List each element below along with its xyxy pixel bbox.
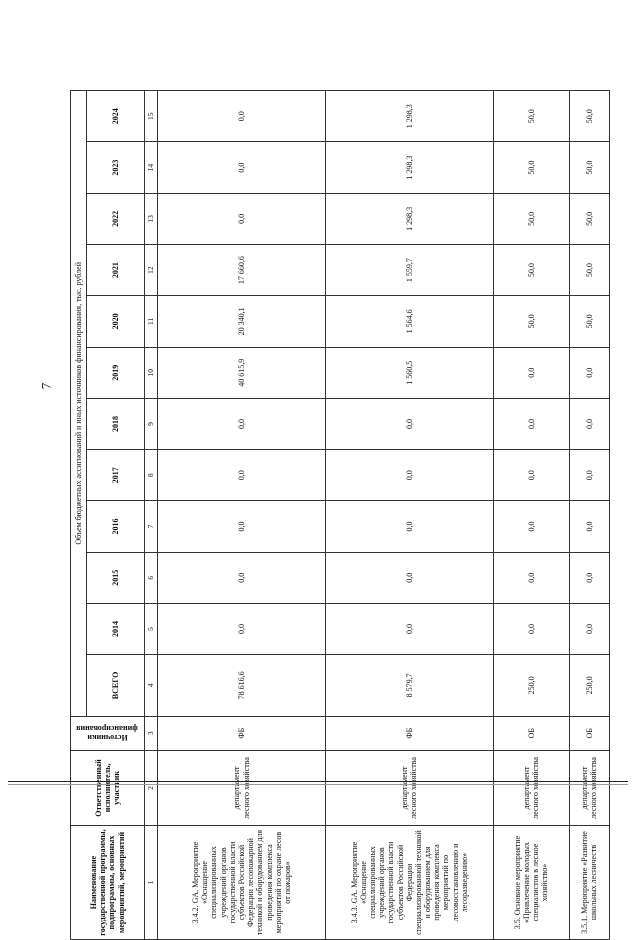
row-source: ФБ — [158, 716, 326, 750]
row-value: 0,0 — [158, 193, 326, 244]
index-cell: 2 — [144, 750, 157, 825]
row-total: 8 579,7 — [325, 655, 493, 717]
header-source-cell — [71, 716, 145, 750]
page-rule — [8, 781, 628, 782]
row-value: 0,0 — [325, 398, 493, 449]
row-value: 50,0 — [569, 193, 609, 244]
header-year: 2015 — [86, 552, 144, 603]
row-value: 0,0 — [158, 603, 326, 654]
row-executor: департамент лесного хозяйства — [569, 750, 609, 825]
row-value: 0,0 — [493, 450, 569, 501]
row-value: 0,0 — [325, 552, 493, 603]
row-value: 0,0 — [569, 552, 609, 603]
row-value: 1 559,7 — [325, 245, 493, 296]
table-row — [325, 91, 493, 940]
row-value: 1 298,3 — [325, 193, 493, 244]
index-cell: 15 — [144, 91, 157, 142]
table-row — [569, 91, 609, 940]
header-name: Наименование государственной программы, подпрограммы, основных мероприятий, мероприятий — [71, 826, 145, 940]
table-row — [493, 91, 569, 940]
row-value: 0,0 — [158, 398, 326, 449]
row-value: 0,0 — [325, 501, 493, 552]
row-value: 50,0 — [493, 245, 569, 296]
row-source: ОБ — [569, 716, 609, 750]
page-rule-secondary — [8, 784, 628, 785]
row-value: 0,0 — [569, 398, 609, 449]
row-name: 3.4.2. GA. Мероприятие «Оснащение специализированных учреждений органов государственной власти субъектов Российской Федерации лесопожарной техникой и оборудованием для проведения комплекса мероприятий по охране лесов от пожаров» — [158, 826, 326, 940]
row-name: 3.4.3. GA. Мероприятие «Оснащение специализированных учреждений органов государственной власти субъектов Российской Федерации специализированной техникой и оборудованием для проведения комплекса мероприятий по лесовосстановлению и лесоразведению» — [325, 826, 493, 940]
index-cell: 11 — [144, 296, 157, 347]
index-cell: 7 — [144, 501, 157, 552]
row-total: 250,0 — [493, 655, 569, 717]
row-value: 0,0 — [569, 450, 609, 501]
row-value: 0,0 — [493, 347, 569, 398]
row-value: 20 340,1 — [158, 296, 326, 347]
header-year: 2018 — [86, 398, 144, 449]
header-executor: Ответственный исполнитель, участник — [71, 750, 145, 825]
table-row — [158, 91, 326, 940]
row-value: 0,0 — [493, 398, 569, 449]
row-value: 50,0 — [493, 193, 569, 244]
row-value: 0,0 — [493, 552, 569, 603]
header-year: 2024 — [86, 91, 144, 142]
row-value: 0,0 — [569, 603, 609, 654]
row-value: 1 560,5 — [325, 347, 493, 398]
rotated-table-wrapper — [70, 90, 610, 940]
row-value: 0,0 — [493, 501, 569, 552]
row-source: ФБ — [325, 716, 493, 750]
header-year: 2023 — [86, 142, 144, 193]
row-total: 78 616,6 — [158, 655, 326, 717]
header-year: 2020 — [86, 296, 144, 347]
row-value: 0,0 — [325, 450, 493, 501]
header-funding: Объем бюджетных ассигнований и иных источников финансирования, тыс. рублей — [71, 91, 87, 717]
financing-table — [70, 90, 610, 940]
row-name: 3.5.1. Мероприятие «Развитие школьных лесничеств — [569, 826, 609, 940]
row-value: 50,0 — [569, 245, 609, 296]
header-source: Источники финансирования — [76, 724, 139, 743]
index-cell: 8 — [144, 450, 157, 501]
header-year: 2017 — [86, 450, 144, 501]
header-year: 2016 — [86, 501, 144, 552]
row-value: 50,0 — [569, 91, 609, 142]
index-cell: 4 — [144, 655, 157, 717]
header-year: 2021 — [86, 245, 144, 296]
row-value: 50,0 — [569, 142, 609, 193]
row-value: 0,0 — [158, 501, 326, 552]
row-value: 17 660,6 — [158, 245, 326, 296]
index-cell: 6 — [144, 552, 157, 603]
header-year: 2019 — [86, 347, 144, 398]
row-name: 3.5. Основное мероприятие «Привлечение молодых специалистов в лесное хозяйство» — [493, 826, 569, 940]
header-total: ВСЕГО — [86, 655, 144, 717]
index-cell: 13 — [144, 193, 157, 244]
row-executor: департамент лесного хозяйства — [325, 750, 493, 825]
row-value: 0,0 — [158, 91, 326, 142]
row-value: 0,0 — [158, 142, 326, 193]
row-executor: департамент лесного хозяйства — [493, 750, 569, 825]
row-value: 1 298,3 — [325, 91, 493, 142]
header-year: 2014 — [86, 603, 144, 654]
row-value: 50,0 — [493, 91, 569, 142]
index-cell: 10 — [144, 347, 157, 398]
row-value: 1 298,3 — [325, 142, 493, 193]
index-cell: 14 — [144, 142, 157, 193]
row-value: 0,0 — [493, 603, 569, 654]
row-executor: департамент лесного хозяйства — [158, 750, 326, 825]
row-value: 50,0 — [493, 142, 569, 193]
row-value: 1 564,6 — [325, 296, 493, 347]
index-cell: 12 — [144, 245, 157, 296]
row-value: 0,0 — [158, 552, 326, 603]
row-value: 40 615,9 — [158, 347, 326, 398]
row-source: ОБ — [493, 716, 569, 750]
index-cell: 9 — [144, 398, 157, 449]
index-cell: 1 — [144, 826, 157, 940]
row-value: 0,0 — [325, 603, 493, 654]
row-value: 50,0 — [493, 296, 569, 347]
header-year: 2022 — [86, 193, 144, 244]
row-total: 250,0 — [569, 655, 609, 717]
row-value: 0,0 — [569, 347, 609, 398]
page-number: 7 — [38, 382, 54, 390]
row-value: 50,0 — [569, 296, 609, 347]
row-value: 0,0 — [569, 501, 609, 552]
index-cell: 5 — [144, 603, 157, 654]
row-value: 0,0 — [158, 450, 326, 501]
index-cell: 3 — [144, 716, 157, 750]
